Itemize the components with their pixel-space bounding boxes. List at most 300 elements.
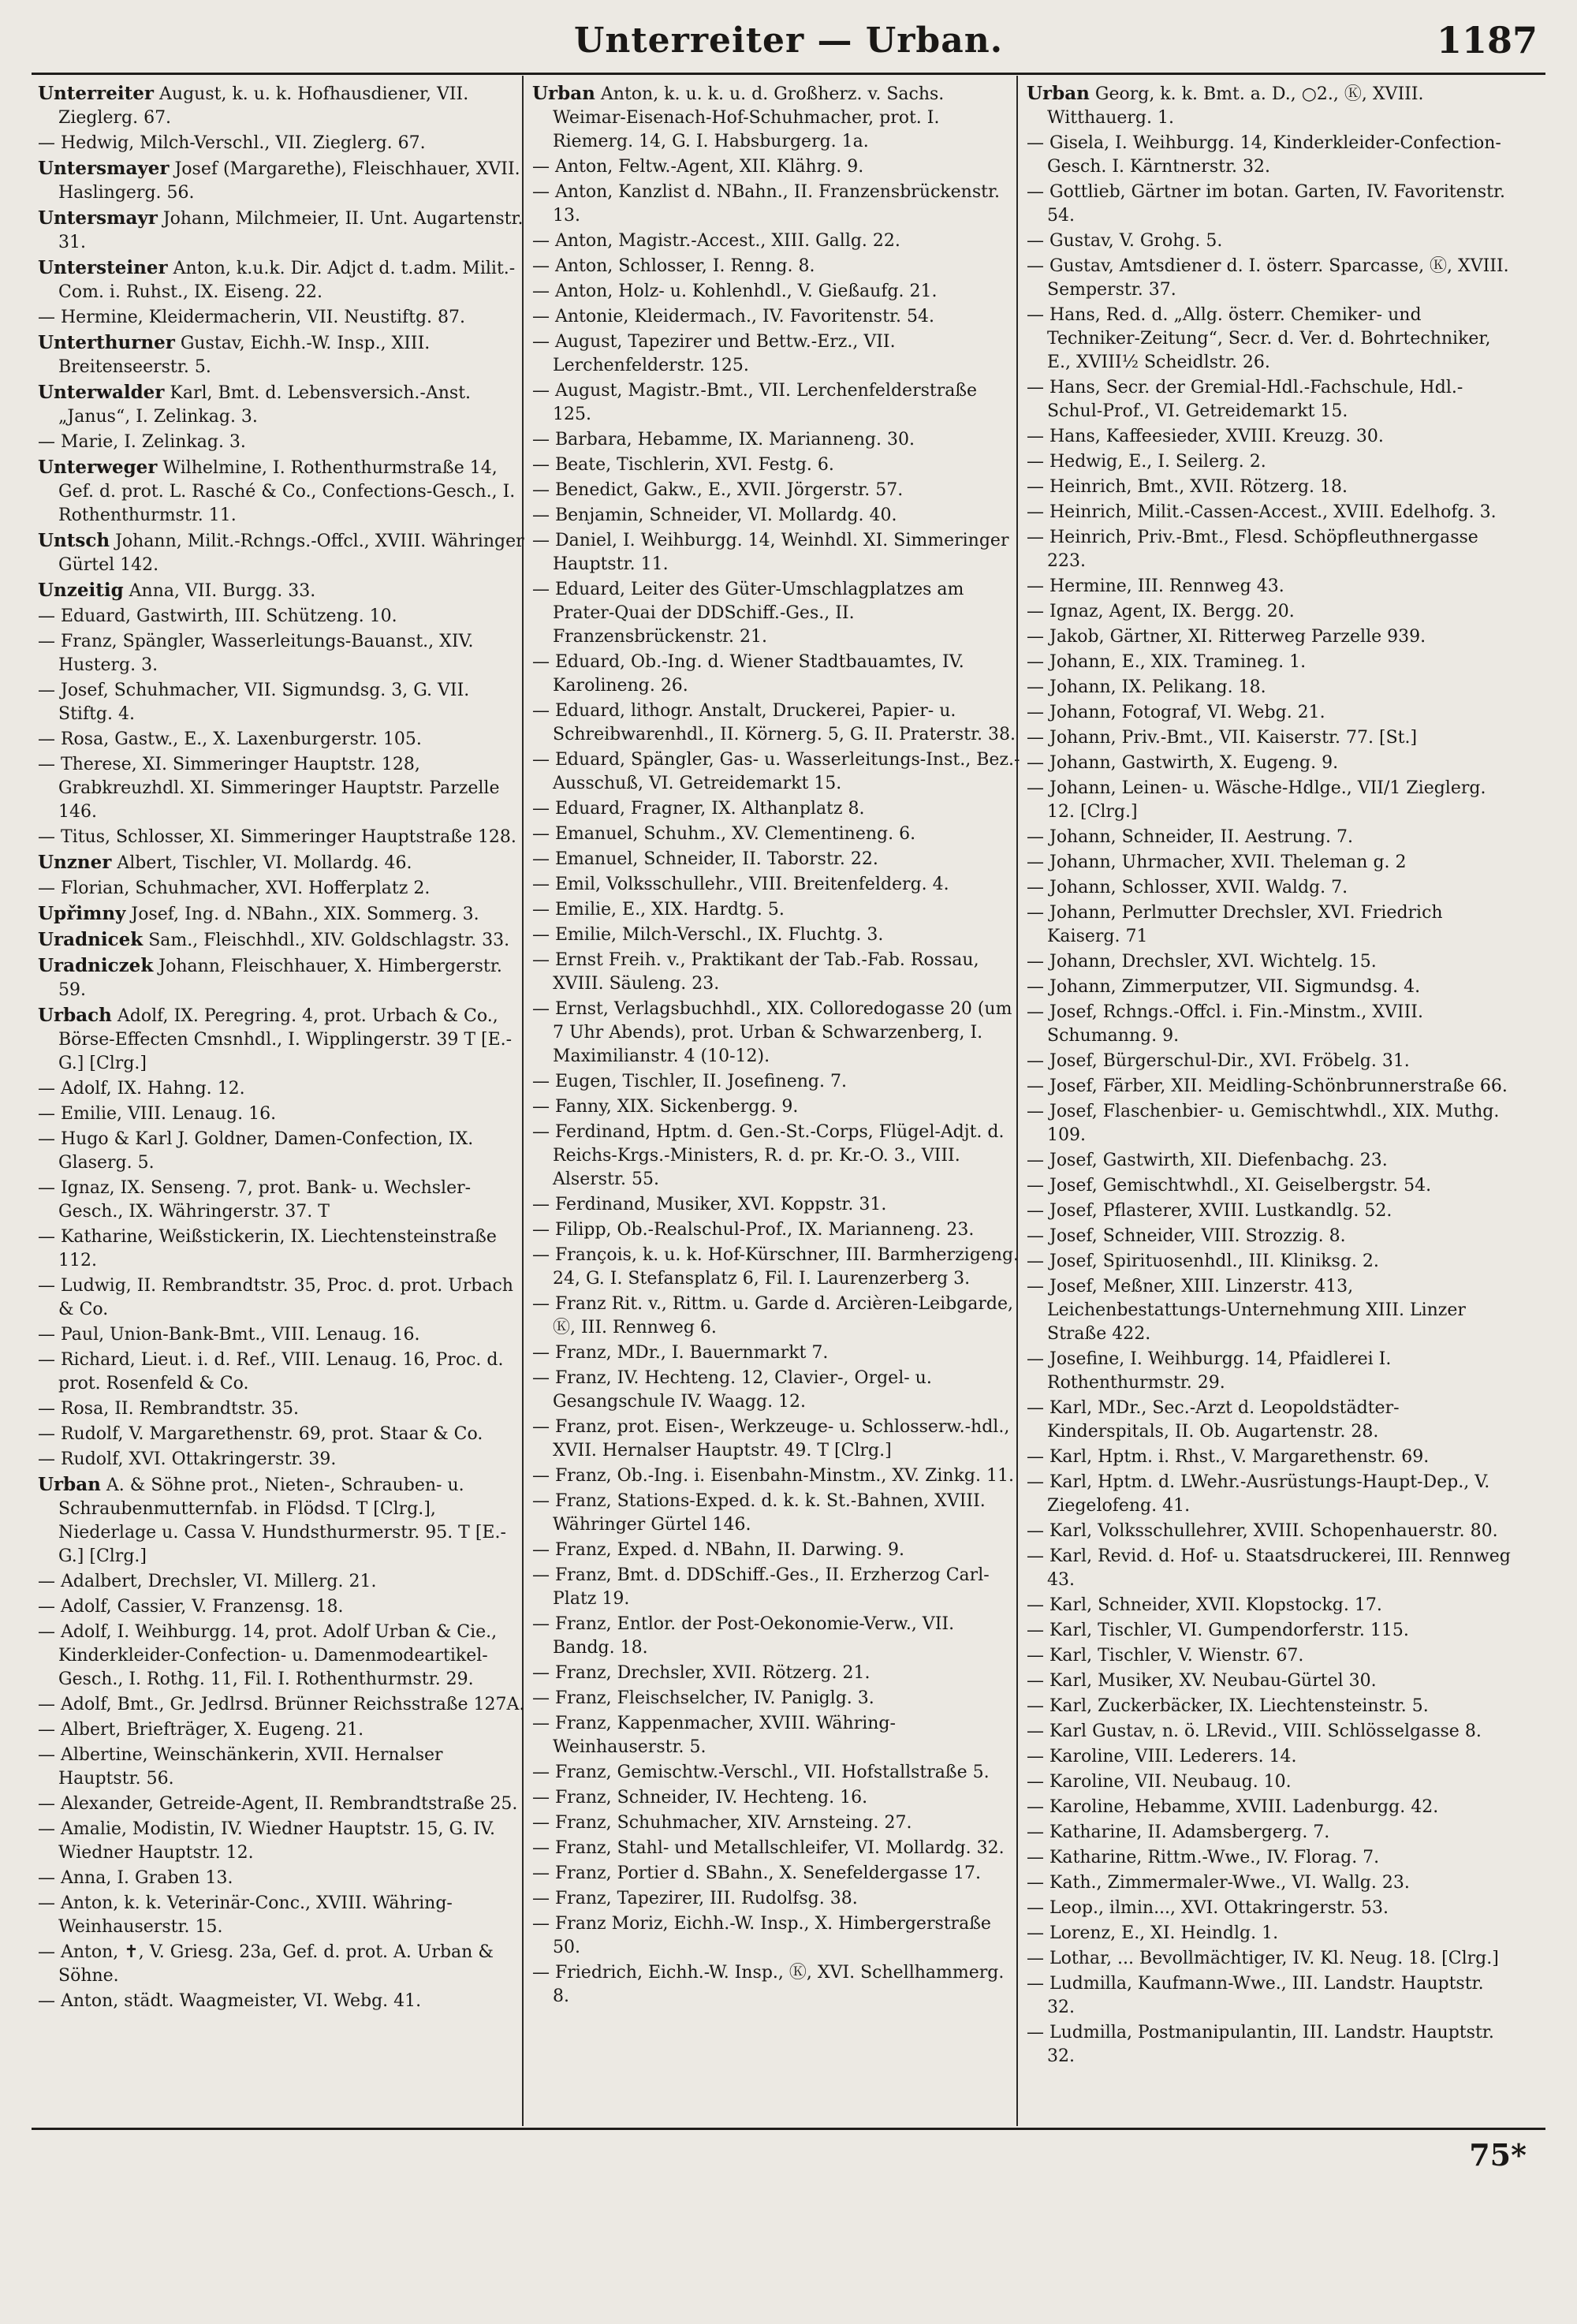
entry-text: — Beate, Tischlerin, XVI. Festg. 6. xyxy=(532,455,834,475)
directory-entry xyxy=(532,1761,1021,1785)
entry-text: — Emilie, VIII. Lenaug. 16. xyxy=(38,1104,277,1124)
entry-text: — Benedict, Gakw., E., XVII. Jörgerstr. 57. xyxy=(532,480,904,500)
entry-text: — François, k. u. k. Hof-Kürschner, III. Barmherzigeng. 24, G. I. Stefansplatz 6, Fil. I. Laurenzerberg 3. xyxy=(532,1245,1020,1289)
entry-text: — Therese, XI. Simmeringer Hauptstr. 128, Grabkreuzhdl. XI. Simmeringer Hauptstr. Parzelle 146. xyxy=(38,755,500,822)
entry-surname: Untersmayr xyxy=(38,207,158,229)
entry-text: August, k. u. k. Hofhausdiener, VII. Zieglerg. 67. xyxy=(58,84,469,128)
directory-entry xyxy=(38,1349,527,1396)
entry-text: — Ernst Freih. v., Praktikant der Tab.-Fab. Rossau, XVIII. Säuleng. 23. xyxy=(532,950,979,994)
sheet-signature: 75* xyxy=(1469,2137,1527,2173)
directory-entry xyxy=(532,578,1021,649)
entry-text: — Emanuel, Schneider, II. Taborstr. 22. xyxy=(532,849,878,869)
entry-text: Josef (Margarethe), Fleischhauer, XVII. Haslingerg. 56. xyxy=(58,159,520,203)
directory-entry xyxy=(532,1341,1021,1365)
directory-entry xyxy=(38,1448,527,1472)
entry-text: Albert, Tischler, VI. Mollardg. 46. xyxy=(111,853,412,873)
entry-text: — Franz, Stahl- und Metallschleifer, VI. Mollardg. 32. xyxy=(532,1838,1005,1858)
directory-entry xyxy=(1027,1199,1515,1223)
directory-entry xyxy=(38,1077,527,1101)
entry-text: — Rudolf, XVI. Ottakringerstr. 39. xyxy=(38,1449,337,1469)
entry-text: — Hedwig, E., I. Seilerg. 2. xyxy=(1027,452,1266,472)
directory-entry xyxy=(38,1718,527,1742)
directory-entry xyxy=(38,1892,527,1939)
entry-text: — Johann, Fotograf, VI. Webg. 21. xyxy=(1027,703,1325,722)
entry-text: — Florian, Schuhmacher, XVI. Hofferplatz 2. xyxy=(38,878,431,898)
entry-surname: Uradnicek xyxy=(38,929,144,950)
entry-text: — Karl, Tischler, V. Wienstr. 67. xyxy=(1027,1646,1304,1666)
entry-surname: Untersteiner xyxy=(38,257,168,278)
directory-entry xyxy=(1027,600,1515,624)
directory-entry xyxy=(1027,1275,1515,1346)
entry-text: — Eduard, Leiter des Güter-Umschlagplatzes am Prater-Quai der DDSchiff.-Ges., II. Franzensbrückenstr. 21. xyxy=(532,580,964,647)
entry-text: — Rosa, II. Rembrandtstr. 35. xyxy=(38,1399,300,1419)
entry-text: — Franz, Spängler, Wasserleitungs-Bauanst., XIV. Husterg. 3. xyxy=(38,632,474,675)
entry-text: — Emil, Volksschullehr., VIII. Breitenfelderg. 4. xyxy=(532,875,949,894)
entry-text: — Franz, prot. Eisen-, Werkzeuge- u. Schlosserw.-hdl., XVII. Hernalser Hauptstr. 49. T [Clrg.] xyxy=(532,1417,1010,1460)
entry-surname: Unterthurner xyxy=(38,332,175,353)
entry-text: — Josefine, I. Weihburgg. 14, Pfaidlerei I. Rothenthurmstr. 29. xyxy=(1027,1349,1392,1393)
directory-entry xyxy=(38,1693,527,1717)
directory-entry xyxy=(38,1744,527,1791)
directory-entry xyxy=(532,1564,1021,1611)
entry-text: — Hermine, Kleidermacherin, VII. Neustiftg. 87. xyxy=(38,308,466,327)
page-header xyxy=(32,14,1545,63)
entry-text: Gustav, Eichh.-W. Insp., XIII. Breitenseerstr. 5. xyxy=(58,334,431,377)
entry-text: — Benjamin, Schneider, VI. Mollardg. 40. xyxy=(532,505,897,525)
entry-text: — Johann, Schlosser, XVII. Waldg. 7. xyxy=(1027,878,1348,897)
entry-text: Anton, k. u. k. u. d. Großherz. v. Sachs. Weimar-Eisenach-Hof-Schuhmacher, prot. I. Riemerg. 14, G. I. Habsburgerg. 1a. xyxy=(553,84,945,151)
entry-surname: Urban xyxy=(532,83,595,104)
directory-entry xyxy=(38,431,527,454)
directory-entry xyxy=(1027,1947,1515,1971)
entry-text: — Franz, Entlor. der Post-Oekonomie-Verw., VII. Bandg. 18. xyxy=(532,1614,955,1658)
directory-entry xyxy=(1027,1225,1515,1248)
directory-entry xyxy=(38,753,527,824)
directory-entry xyxy=(532,1367,1021,1414)
directory-entry xyxy=(38,1595,527,1619)
entry-text: — Albertine, Weinschänkerin, XVII. Hernalser Hauptstr. 56. xyxy=(38,1745,443,1789)
entry-text: — Josef, Meßner, XIII. Linzerstr. 413, Leichenbestattungs-Unternehmung XIII. Linzer Straße 422. xyxy=(1027,1277,1466,1344)
column-3 xyxy=(1027,82,1515,2117)
directory-entry xyxy=(1027,651,1515,674)
entry-text: — Franz Rit. v., Rittm. u. Garde d. Arcièren-Leibgarde, Ⓚ, III. Rennweg 6. xyxy=(532,1294,1014,1337)
column-2 xyxy=(532,82,1021,2117)
directory-entry xyxy=(1027,876,1515,900)
entry-text: — Adolf, Bmt., Gr. Jedlrsd. Brünner Reichsstraße 127A. xyxy=(38,1695,525,1714)
entry-text: — Karl, Hptm. d. LWehr.-Ausrüstungs-Haupt-Dep., V. Ziegelofeng. 41. xyxy=(1027,1472,1490,1516)
directory-entry xyxy=(1027,1001,1515,1048)
entry-text: — Franz, Stations-Exped. d. k. k. St.-Bahnen, XVIII. Währinger Gürtel 146. xyxy=(532,1491,986,1535)
directory-entry xyxy=(1027,526,1515,573)
directory-entry xyxy=(532,797,1021,821)
entry-text: — Franz Moriz, Eichh.-W. Insp., X. Himbergerstraße 50. xyxy=(532,1914,991,1957)
directory-entry xyxy=(38,630,527,677)
directory-entry xyxy=(38,579,527,603)
directory-entry xyxy=(1027,229,1515,253)
entry-text: Karl, Bmt. d. Lebensversich.-Anst. „Janus“, I. Zelinkag. 3. xyxy=(58,383,472,427)
entry-text: — Anton, Schlosser, I. Renng. 8. xyxy=(532,256,815,276)
entry-text: — Ferdinand, Musiker, XVI. Koppstr. 31. xyxy=(532,1195,887,1214)
directory-entry xyxy=(532,330,1021,378)
entry-text: — Heinrich, Milit.-Cassen-Accest., XVIII. Edelhofg. 3. xyxy=(1027,502,1497,522)
entry-surname: Untsch xyxy=(38,530,110,551)
entry-text: — Johann, Leinen- u. Wäsche-Hdlge., VII/1 Zieglerg. 12. [Clrg.] xyxy=(1027,778,1486,822)
entry-surname: Uradniczek xyxy=(38,955,154,976)
directory-entry xyxy=(1027,851,1515,875)
directory-entry xyxy=(1027,1174,1515,1198)
directory-entry xyxy=(38,851,527,875)
directory-entry xyxy=(38,1225,527,1273)
directory-entry xyxy=(1027,1644,1515,1668)
directory-entry xyxy=(532,1070,1021,1094)
entry-text: — Eugen, Tischler, II. Josefineng. 7. xyxy=(532,1072,847,1091)
entry-text: — Ludwig, II. Rembrandtstr. 35, Proc. d. prot. Urbach & Co. xyxy=(38,1276,513,1319)
directory-entry xyxy=(38,877,527,901)
entry-text: — Ignaz, Agent, IX. Bergg. 20. xyxy=(1027,602,1295,621)
directory-entry xyxy=(1027,625,1515,649)
entry-text: — Anna, I. Graben 13. xyxy=(38,1868,233,1888)
directory-entry xyxy=(38,1102,527,1126)
entry-text: Johann, Milchmeier, II. Unt. Augartenstr. 31. xyxy=(58,209,524,252)
entry-text: Johann, Fleischhauer, X. Himbergerstr. 59. xyxy=(58,957,502,1000)
directory-entry xyxy=(1027,1348,1515,1395)
directory-entry xyxy=(38,1397,527,1421)
directory-entry xyxy=(532,1912,1021,1960)
directory-entry xyxy=(1027,575,1515,599)
entry-surname: Unterwalder xyxy=(38,382,165,403)
directory-entry xyxy=(532,181,1021,228)
entry-text: — Karl, Volksschullehrer, XVIII. Schopenhauerstr. 80. xyxy=(1027,1521,1498,1541)
directory-entry xyxy=(1027,1695,1515,1718)
entry-text: — Emilie, E., XIX. Hardtg. 5. xyxy=(532,900,785,920)
entry-text: — Johann, Perlmutter Drechsler, XVI. Friedrich Kaiserg. 71 xyxy=(1027,903,1443,946)
entry-text: — Hans, Secr. der Gremial-Hdl.-Fachschule, Hdl.-Schul-Prof., VI. Getreidemarkt 15. xyxy=(1027,378,1463,421)
entry-text: — Lorenz, E., XI. Heindlg. 1. xyxy=(1027,1923,1279,1943)
directory-entry xyxy=(532,1687,1021,1710)
entry-text: — Emanuel, Schuhm., XV. Clementineng. 6. xyxy=(532,824,916,844)
directory-entry xyxy=(532,1464,1021,1488)
directory-entry xyxy=(1027,132,1515,179)
directory-entry xyxy=(1027,726,1515,750)
entry-text: — Heinrich, Bmt., XVII. Rötzerg. 18. xyxy=(1027,477,1348,497)
entry-text: — Hans, Kaffeesieder, XVIII. Kreuzg. 30. xyxy=(1027,427,1384,446)
directory-entry xyxy=(532,379,1021,427)
directory-entry xyxy=(1027,777,1515,824)
directory-entry xyxy=(1027,1520,1515,1543)
directory-entry xyxy=(38,381,527,429)
entry-text: — Johann, Schneider, II. Aestrung. 7. xyxy=(1027,827,1353,847)
entry-surname: Urban xyxy=(38,1474,101,1495)
directory-entry xyxy=(532,1490,1021,1537)
directory-entry xyxy=(532,1193,1021,1217)
directory-entry xyxy=(1027,1821,1515,1845)
entry-text: — Karl, Zuckerbäcker, IX. Liechtensteinstr. 5. xyxy=(1027,1696,1429,1716)
directory-entry xyxy=(532,651,1021,698)
entry-text: — Albert, Briefträger, X. Eugeng. 21. xyxy=(38,1720,364,1740)
directory-entry xyxy=(38,1792,527,1816)
directory-entry xyxy=(532,1613,1021,1660)
entry-text: — Josef, Spirituosenhdl., III. Kliniksg. 2. xyxy=(1027,1252,1379,1271)
entry-text: — Gisela, I. Weihburgg. 14, Kinderkleider-Confection-Gesch. I. Kärntnerstr. 32. xyxy=(1027,133,1501,177)
entry-text: — Anton, k. k. Veterinär-Conc., XVIII. Währing-Weinhauserstr. 15. xyxy=(38,1893,453,1937)
directory-entry xyxy=(532,1244,1021,1291)
entry-text: — Rudolf, V. Margarethenstr. 69, prot. Staar & Co. xyxy=(38,1424,483,1444)
entry-text: — Filipp, Ob.-Realschul-Prof., IX. Marianneng. 23. xyxy=(532,1220,975,1240)
directory-entry xyxy=(532,1862,1021,1886)
entry-text: — Heinrich, Priv.-Bmt., Flesd. Schöpfleuthnergasse 223. xyxy=(1027,528,1478,571)
directory-entry xyxy=(1027,1972,1515,2020)
directory-entry xyxy=(38,1004,527,1076)
entry-text: — Franz, Schneider, IV. Hechteng. 16. xyxy=(532,1788,868,1807)
directory-entry xyxy=(1027,304,1515,375)
entry-text: — Katharine, Weißstickerin, IX. Liechtensteinstraße 112. xyxy=(38,1227,497,1270)
entry-text: — Eduard, Fragner, IX. Althanplatz 8. xyxy=(532,799,865,819)
directory-entry xyxy=(532,898,1021,922)
directory-entry xyxy=(1027,901,1515,949)
directory-entry xyxy=(1027,950,1515,974)
entry-text: — Johann, Uhrmacher, XVII. Theleman g. 2 xyxy=(1027,852,1407,872)
entry-text: — Anton, Holz- u. Kohlenhdl., V. Gießaufg. 21. xyxy=(532,282,938,301)
entry-surname: Upřimny xyxy=(38,903,126,924)
entry-text: Adolf, IX. Peregring. 4, prot. Urbach & Co., Börse-Effecten Cmsnhdl., I. Wipplingerstr. 39 T [E.-G.] [Clrg.] xyxy=(58,1006,513,1073)
entry-text: — Josef, Gastwirth, XII. Diefenbachg. 23. xyxy=(1027,1151,1388,1170)
entry-text: Anton, k.u.k. Dir. Adjct d. t.adm. Milit.-Com. i. Ruhst., IX. Eiseng. 22. xyxy=(58,259,516,302)
directory-entry xyxy=(532,1121,1021,1192)
entry-text: — Franz, Exped. d. NBahn, II. Darwing. 9. xyxy=(532,1540,904,1560)
entry-text: — Karl, Revid. d. Hof- u. Staatsdruckerei, III. Rennweg 43. xyxy=(1027,1546,1511,1590)
entry-text: — Ignaz, IX. Senseng. 7, prot. Bank- u. Wechsler-Gesch., IX. Währingerstr. 37. T xyxy=(38,1178,472,1222)
directory-entry xyxy=(532,504,1021,528)
directory-entry xyxy=(1027,1745,1515,1769)
entry-text: — Emilie, Milch-Verschl., IX. Fluchtg. 3. xyxy=(532,925,884,945)
directory-entry xyxy=(532,1786,1021,1810)
directory-entry xyxy=(38,82,527,130)
entry-text: — Karoline, VII. Neubaug. 10. xyxy=(1027,1772,1292,1792)
entry-text: — Barbara, Hebamme, IX. Marianneng. 30. xyxy=(532,430,915,450)
entry-text: — Rosa, Gastw., E., X. Laxenburgerstr. 105. xyxy=(38,729,422,749)
entry-text: — Richard, Lieut. i. d. Ref., VIII. Lenaug. 16, Proc. d. prot. Rosenfeld & Co. xyxy=(38,1350,504,1393)
directory-entry xyxy=(532,1095,1021,1119)
entry-text: — Hermine, III. Rennweg 43. xyxy=(1027,576,1284,596)
directory-entry xyxy=(38,456,527,528)
entry-text: — Josef, Flaschenbier- u. Gemischtwhdl., XIX. Muthg. 109. xyxy=(1027,1102,1500,1145)
directory-entry xyxy=(532,699,1021,747)
entry-text: — Josef, Bürgerschul-Dir., XVI. Fröbelg. 31. xyxy=(1027,1051,1410,1071)
entry-text: — Adolf, IX. Hahng. 12. xyxy=(38,1079,245,1099)
entry-text: Georg, k. k. Bmt. a. D., ○2., Ⓚ, XVIII. Witthauerg. 1. xyxy=(1047,84,1424,128)
directory-entry xyxy=(532,1961,1021,2009)
entry-text: — Eduard, lithogr. Anstalt, Druckerei, Papier- u. Schreibwarenhdl., II. Körnerg. 5, G. II. Praterstr. 38. xyxy=(532,701,1016,744)
directory-entry xyxy=(38,1621,527,1692)
entry-text: — Kath., Zimmermaler-Wwe., VI. Wallg. 23. xyxy=(1027,1873,1410,1893)
directory-entry xyxy=(1027,975,1515,999)
entry-text: — Josef, Pflasterer, XVIII. Lustkandlg. 52. xyxy=(1027,1201,1392,1221)
page-number: 1187 xyxy=(1436,19,1538,62)
directory-entry xyxy=(1027,1897,1515,1920)
directory-entry xyxy=(1027,1619,1515,1643)
directory-entry xyxy=(532,748,1021,796)
entry-text: — Josef, Schneider, VIII. Strozzig. 8. xyxy=(1027,1226,1346,1246)
entry-text: — Antonie, Kleidermach., IV. Favoritenstr. 54. xyxy=(532,307,935,326)
directory-entry xyxy=(38,331,527,379)
entry-text: — Katharine, Rittm.-Wwe., IV. Florag. 7. xyxy=(1027,1848,1380,1867)
entry-text: — Franz, Drechsler, XVII. Rötzerg. 21. xyxy=(532,1663,871,1683)
directory-entry xyxy=(38,1274,527,1322)
footer-rule xyxy=(32,2128,1545,2130)
directory-entry xyxy=(38,826,527,849)
entry-text: — Hugo & Karl J. Goldner, Damen-Confection, IX. Glaserg. 5. xyxy=(38,1129,474,1173)
directory-entry xyxy=(1027,1149,1515,1173)
entry-text: — Franz, Schuhmacher, XIV. Arnsteing. 27. xyxy=(532,1813,912,1833)
directory-entry xyxy=(532,82,1021,154)
entry-text: — Eduard, Spängler, Gas- u. Wasserleitungs-Inst., Bez.-Ausschuß, VI. Getreidemarkt 15. xyxy=(532,750,1020,793)
directory-entry xyxy=(1027,1796,1515,1819)
directory-entry xyxy=(532,1293,1021,1340)
entry-text: — Fanny, XIX. Sickenbergg. 9. xyxy=(532,1097,799,1117)
directory-entry xyxy=(532,428,1021,452)
directory-entry xyxy=(1027,1050,1515,1073)
directory-entry xyxy=(532,255,1021,278)
directory-entry xyxy=(532,823,1021,846)
directory-entry xyxy=(532,280,1021,304)
entry-text: — Franz, Fleischselcher, IV. Paniglg. 3. xyxy=(532,1688,874,1708)
directory-entry xyxy=(1027,82,1515,130)
entry-text: — Paul, Union-Bank-Bmt., VIII. Lenaug. 16. xyxy=(38,1325,420,1345)
entry-text: — Friedrich, Eichh.-W. Insp., Ⓚ, XVI. Schellhammerg. 8. xyxy=(532,1963,1005,2006)
directory-entry xyxy=(532,1887,1021,1911)
entry-text: — Ferdinand, Hptm. d. Gen.-St.-Corps, Flügel-Adjt. d. Reichs-Krgs.-Ministers, R. d. pr. Kr.-O. 3., VIII. Alserstr. 55. xyxy=(532,1122,1005,1189)
entry-text: — Gustav, V. Grohg. 5. xyxy=(1027,231,1223,251)
entry-text: — Lothar, ... Bevollmächtiger, IV. Kl. Neug. 18. [Clrg.] xyxy=(1027,1949,1499,1968)
directory-entry xyxy=(532,949,1021,996)
directory-entry xyxy=(1027,1100,1515,1147)
entry-text: — August, Tapezirer und Bettw.-Erz., VII. Lerchenfelderstr. 125. xyxy=(532,332,896,375)
entry-text: — Johann, Zimmerputzer, VII. Sigmundsg. 4. xyxy=(1027,977,1421,997)
directory-entry xyxy=(1027,701,1515,725)
column-1 xyxy=(38,82,527,2117)
entry-text: — Karl, MDr., Sec.-Arzt d. Leopoldstädter-Kinderspitals, II. Ob. Augartenstr. 28. xyxy=(1027,1398,1400,1442)
entry-text: — Karl, Hptm. i. Rhst., V. Margarethenstr. 69. xyxy=(1027,1447,1430,1467)
entry-text: — Karoline, Hebamme, XVIII. Ladenburgg. 42. xyxy=(1027,1797,1439,1817)
directory-entry xyxy=(1027,1250,1515,1274)
directory-entry xyxy=(38,132,527,155)
directory-entry xyxy=(38,679,527,726)
directory-entry xyxy=(1027,425,1515,449)
entry-surname: Unzeitig xyxy=(38,580,124,601)
entry-text: — Amalie, Modistin, IV. Wiedner Hauptstr. 15, G. IV. Wiedner Hauptstr. 12. xyxy=(38,1819,496,1863)
entry-text: — Josef, Gemischtwhdl., XI. Geiselbergstr. 54. xyxy=(1027,1176,1432,1196)
directory-entry xyxy=(1027,1075,1515,1099)
directory-entry xyxy=(1027,826,1515,849)
directory-entry xyxy=(38,954,527,1002)
entry-text: — Titus, Schlosser, XI. Simmeringer Hauptstraße 128. xyxy=(38,827,516,847)
directory-entry xyxy=(1027,376,1515,423)
entry-text: — Adolf, I. Weihburgg. 14, prot. Adolf Urban & Cie., Kinderkleider-Confection- u. Damenmodeartikel-Gesch., I. Rothg. 11, Fil. I. Rothenthurmstr. 29. xyxy=(38,1622,498,1689)
entry-text: — Karl, Musiker, XV. Neubau-Gürtel 30. xyxy=(1027,1671,1377,1691)
directory-entry xyxy=(1027,450,1515,474)
entry-surname: Urban xyxy=(1027,83,1090,104)
entry-text: — Franz, Gemischtw.-Verschl., VII. Hofstallstraße 5. xyxy=(532,1763,990,1782)
entry-text: — Karl, Tischler, VI. Gumpendorferstr. 115. xyxy=(1027,1621,1409,1640)
entry-text: — Johann, IX. Pelikang. 18. xyxy=(1027,677,1266,697)
entry-text: — Daniel, I. Weihburgg. 14, Weinhdl. XI. Simmeringer Hauptstr. 11. xyxy=(532,531,1009,574)
entry-text: — Katharine, II. Adamsbergerg. 7. xyxy=(1027,1822,1330,1842)
entry-text: — Hans, Red. d. „Allg. österr. Chemiker- und Techniker-Zeitung“, Secr. d. Ver. d. Bohrtechniker, E., XVIII½ Scheidlstr. 26. xyxy=(1027,305,1491,372)
entry-text: — Adalbert, Drechsler, VI. Millerg. 21. xyxy=(38,1572,377,1591)
directory-entry xyxy=(532,1539,1021,1562)
entry-text: — Eduard, Ob.-Ing. d. Wiener Stadtbauamtes, IV. Karolineng. 26. xyxy=(532,652,964,696)
entry-text: — Adolf, Cassier, V. Franzensg. 18. xyxy=(38,1597,344,1617)
entry-text: — Karl Gustav, n. ö. LRevid., VIII. Schlösselgasse 8. xyxy=(1027,1722,1482,1741)
directory-entry xyxy=(1027,676,1515,699)
entry-text: — Josef, Schuhmacher, VII. Sigmundsg. 3, G. VII. Stiftg. 4. xyxy=(38,681,470,724)
entry-text: — Anton, Kanzlist d. NBahn., II. Franzensbrückenstr. 13. xyxy=(532,182,1001,226)
directory-entry xyxy=(532,848,1021,871)
directory-entry xyxy=(1027,1770,1515,1794)
directory-entry xyxy=(532,529,1021,576)
header-rule xyxy=(32,73,1545,75)
entry-text: — Anton, Magistr.-Accest., XIII. Gallg. 22. xyxy=(532,231,900,251)
directory-entry xyxy=(532,1416,1021,1463)
entry-text: — Franz, IV. Hechteng. 12, Clavier-, Orgel- u. Gesangschule IV. Waagg. 12. xyxy=(532,1368,932,1412)
entry-text: — Hedwig, Milch-Verschl., VII. Zieglerg. 67. xyxy=(38,133,426,153)
entry-text: — Anton, ✝, V. Griesg. 23a, Gef. d. prot. A. Urban & Söhne. xyxy=(38,1942,494,1986)
directory-entry xyxy=(532,1662,1021,1685)
directory-entry xyxy=(1027,1922,1515,1945)
directory-entry xyxy=(38,902,527,927)
directory-entry xyxy=(532,998,1021,1069)
entry-text: — Karoline, VIII. Lederers. 14. xyxy=(1027,1747,1297,1766)
directory-entry xyxy=(38,306,527,330)
directory-entry xyxy=(38,529,527,577)
entry-text: — Johann, E., XIX. Tramineg. 1. xyxy=(1027,652,1307,672)
entry-text: — Franz, Bmt. d. DDSchiff.-Ges., II. Erzherzog Carl-Platz 19. xyxy=(532,1565,990,1609)
entry-text: Anna, VII. Burgg. 33. xyxy=(123,581,316,601)
directory-entry xyxy=(1027,1594,1515,1617)
directory-entry xyxy=(532,1837,1021,1860)
entry-text: — Anton, städt. Waagmeister, VI. Webg. 41. xyxy=(38,1991,422,2011)
directory-entry xyxy=(38,1473,527,1569)
entry-text: Josef, Ing. d. NBahn., XIX. Sommerg. 3. xyxy=(125,905,479,924)
entry-text: — Johann, Priv.-Bmt., VII. Kaiserstr. 77. [St.] xyxy=(1027,728,1418,748)
entry-text: — Leop., ilmin..., XVI. Ottakringerstr. 53. xyxy=(1027,1898,1389,1918)
directory-entry xyxy=(1027,1720,1515,1744)
entry-text: — Gottlieb, Gärtner im botan. Garten, IV. Favoritenstr. 54. xyxy=(1027,182,1506,226)
entry-surname: Unzner xyxy=(38,852,112,873)
directory-entry xyxy=(532,1712,1021,1759)
entry-text: — Franz, MDr., I. Bauernmarkt 7. xyxy=(532,1343,829,1363)
entry-text: — Ludmilla, Postmanipulantin, III. Landstr. Hauptstr. 32. xyxy=(1027,2023,1494,2066)
directory-entry xyxy=(1027,1397,1515,1444)
directory-entry xyxy=(38,157,527,205)
directory-entry xyxy=(38,256,527,304)
directory-entry xyxy=(532,479,1021,502)
directory-entry xyxy=(1027,1871,1515,1895)
entry-text: — Franz, Tapezirer, III. Rudolfsg. 38. xyxy=(532,1889,858,1908)
entry-text: Sam., Fleischhdl., XIV. Goldschlagstr. 33. xyxy=(143,931,510,950)
entry-text: — Alexander, Getreide-Agent, II. Rembrandtstraße 25. xyxy=(38,1794,518,1814)
directory-entry xyxy=(1027,1446,1515,1469)
entry-text: — Johann, Gastwirth, X. Eugeng. 9. xyxy=(1027,753,1339,773)
entry-text: Wilhelmine, I. Rothenthurmstraße 14, Gef. d. prot. L. Rasché & Co., Confections-Gesch., I. Rothenthurmstr. 11. xyxy=(58,458,516,525)
directory-entry xyxy=(532,1811,1021,1835)
directory-entry xyxy=(38,207,527,255)
directory-entry xyxy=(1027,752,1515,775)
directory-entry xyxy=(532,873,1021,897)
entry-surname: Urbach xyxy=(38,1005,112,1026)
entry-surname: Untersmayer xyxy=(38,158,170,179)
directory-entry xyxy=(1027,1669,1515,1693)
